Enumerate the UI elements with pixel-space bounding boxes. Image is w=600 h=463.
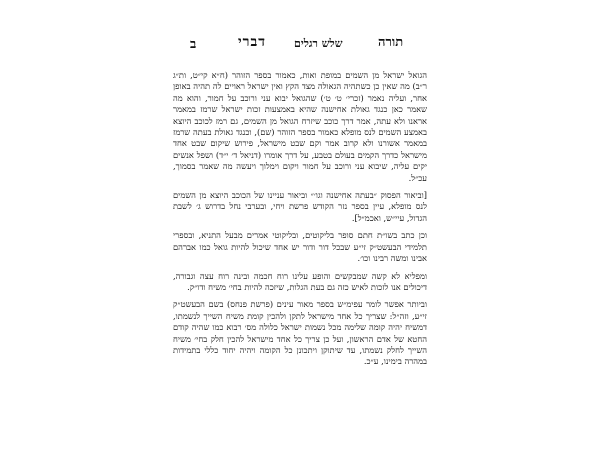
body-text [173,70,427,368]
page-letter: ב [190,37,197,52]
paragraph: וביותר אפשר לומר עפימ״ש בספר מאור עינים (פרשת פנחס) בשם הבעשט״ק זי״ע, וזה״ל: שצריך כל אחד מישראל לתקן ולהכין קומת משיח השייך לנשמתו, דמשיח יהיה קומה שלימה מכל נשמות ישראל כלולה מס׳ רבוא כמו שהיה קודם החטא של אדם הראשון, ועל כן צריך כל אחד מישראל להכין חלק בחי׳ משיח השייך לחלק נשמתו, עד שיתוקן ויתכונן כל הקומה ויהיה יחוד כללי בתמידות במהרה בימינו, ע״כ. [173,299,427,367]
paragraph: ומפליא לא קשה שמבקשים והופע עלינו רוח חכמה ובינה רוח עצה וגבורה, דיכולים אנו לזכות לאיש כזה גם בעת הגלות, שיזכה להיות בחי׳ משיח ודו״ק. [173,270,427,292]
paragraph: [וביאור הפסוק ״בעתה אחישנה וגו׳״ וביאור עניינו של הכוכב היוצא מן השמים לנס מופלא, עיין בספר נזר הקודש פרשת ויחי, ובערבי נחל בדרוש ג׳ לשבת הגדול, עיי״ש, ואכמ״ל]. [173,190,427,223]
section-subtitle: שלש רגלים [294,37,343,50]
page-header [168,34,428,54]
section-title: דברי [238,34,267,50]
paragraph: הגואל ישראל מן השמים במופת ואות, כאמור בספר הזוהר (ח״א קי״ט, ות״ג ר״ב) מה שאין כן כשתהיה הגאולה מצד הקץ ואין ישראל ראויים לה תהיה באופן אחר, ועליה נאמר (זכרי׳ ט׳ ט׳) שהגואל יבוא עני ורוכב על חמור, והוא מה שאמר כאן כנגד גאולת אחישנה שהיא באמצעות זכות ישראל שרמז במאמר אראנו ולא עתה, אמר דרך כוכב שיזרח הגואל מן השמים, גם רמז לכוכב היוצא באמצע השמים לנס מופלא כאמור בספר הזוהר (שם), וכנגד גאולת בעתה שרמז במאמר אשורנו ולא קרוב אמר וקם שבט מישראל, פירוש שיקום שבט אחד מישראל כדרך הקמים בעולם בטבע, על דרך אומרו (דניאל ד׳ י״ד) ושפל אנשים יקים עליה, שיבוא עני ורוכב על חמור ויקום וימלוך ויעשה מה שאמר בסמוך, עכ״ל. [173,70,427,183]
book-title: תורה [378,35,404,50]
paragraph: וכן כתב בשו״ת חתם סופר בליקוטים, ובליקוטי אמרים מבעל התניא, ובספרי תלמידי הבעשט״ק זי״ע שבכל דור ודור יש אחד שיכול להיות גואל כמו אברהם אבינו ומשה רבינו וכו׳. [173,230,427,264]
